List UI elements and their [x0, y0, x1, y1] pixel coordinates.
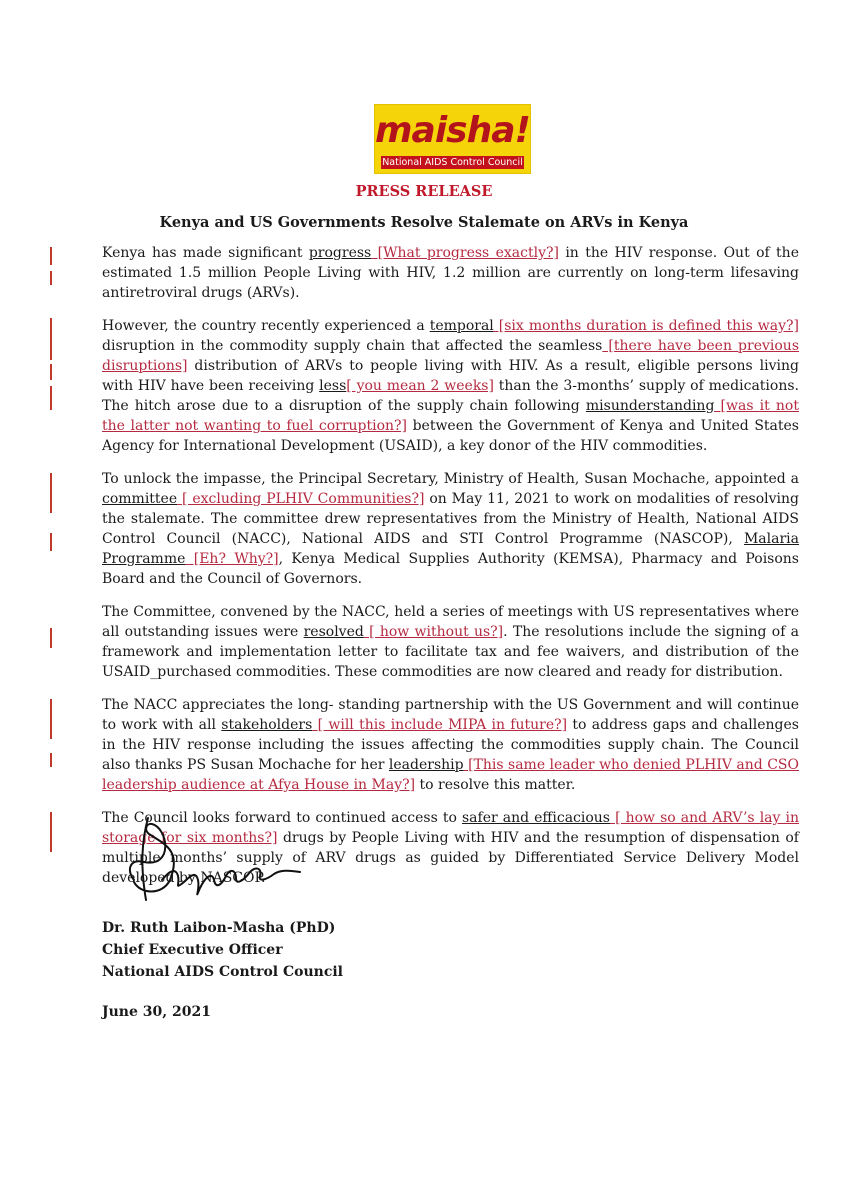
underlined-text: less — [319, 378, 347, 394]
underlined-text: Malaria Programme — [102, 531, 799, 567]
inline-comment: [six months duration is defined this way?] — [493, 318, 799, 334]
underlined-text: resolved — [303, 624, 364, 640]
text-run: standing partnership with the US Government and will continue to work with all — [102, 697, 800, 733]
document-body — [102, 243, 799, 901]
text-run: on May 11, 2021 to work on modalities of resolving the stalemate. The committee drew representatives from the Ministry of Health, National AIDS Control Council (NACC), National AIDS and STI Control Programme (NASCOP), — [102, 491, 799, 547]
comment-marker-bar — [50, 628, 52, 648]
paragraph-5 — [102, 695, 799, 795]
paragraph-1 — [102, 243, 799, 303]
logo-word: maisha! — [375, 110, 530, 151]
inline-comment: [Eh? Why?] — [185, 551, 279, 567]
comment-marker-bar — [50, 812, 52, 852]
comment-marker-bar — [50, 753, 52, 767]
underlined-text: stakeholders — [221, 717, 313, 733]
inline-comment: [ you mean 2 weeks] — [346, 378, 494, 394]
text-run: than the 3-months’ supply of medications. The hitch arose due to a disruption of the supply chain following — [102, 378, 799, 414]
paragraph-3 — [102, 469, 799, 589]
underlined-text: temporal — [429, 318, 494, 334]
underlined-text: progress — [308, 245, 372, 261]
text-run: Kenya has made significant — [102, 245, 309, 261]
inline-comment: [there have been previous disruptions] — [102, 338, 800, 374]
text-run: , Kenya Medical Supplies Authority (KEMSA), Pharmacy and Poisons Board and the Council of Governors. — [102, 551, 799, 587]
maisha-logo — [374, 104, 531, 174]
headline: Kenya and US Governments Resolve Stalemate on ARVs in Kenya — [159, 214, 689, 231]
comment-marker-bar — [50, 699, 52, 739]
inline-comment: [ excluding PLHIV Communities?] — [177, 491, 425, 507]
handwritten-signature — [104, 810, 314, 910]
comment-marker-bar — [50, 318, 52, 360]
text-run: disruption in the commodity supply chain that affected the seamless — [102, 338, 603, 354]
underlined-text: misunderstanding — [585, 398, 715, 414]
text-run: in the HIV response. Out of the estimated 1.5 million People Living with HIV, 1.2 million are currently on long-term lifesaving antiretroviral drugs (ARVs). — [102, 245, 799, 301]
inline-comment: [ how without us?] — [363, 624, 504, 640]
text-run: The Committee, convened by the NACC, held a series of meetings with US representatives where all outstanding issues were — [102, 604, 799, 640]
comment-marker-bar — [50, 473, 52, 513]
inline-comment: [ will this include MIPA in future?] — [312, 717, 568, 733]
paragraph-4 — [102, 602, 799, 682]
text-run: The NACC appreciates the long- — [102, 697, 334, 713]
inline-comment: [was it not the latter not wanting to fuel corruption?] — [102, 398, 799, 434]
text-run: to resolve this matter. — [415, 777, 576, 793]
signer-title: Chief Executive Officer — [102, 942, 283, 958]
text-run: drugs by People Living with HIV and the resumption of dispensation of multiple months’ supply of ARV drugs as guided by Differentiated Service Delivery Model developed by NASCOP. — [102, 830, 799, 886]
logo-tagline: National AIDS Control Council — [382, 157, 523, 168]
inline-comment: [What progress exactly?] — [371, 245, 559, 261]
text-run: However, the country recently experienced a — [102, 318, 430, 334]
text-run: . The resolutions include the signing of a framework and implementation letter to facilitate tax and fee waivers, and distribution of the USAID_purchased commodities. These commodities are now cleared and ready for distribution. — [102, 624, 799, 680]
press-release-label: PRESS RELEASE — [355, 183, 493, 200]
text-run: to address gaps and challenges in the HIV response including the issues affecting the commodities supply chain. The Council also thanks PS Susan Mochache for her — [102, 717, 799, 773]
comment-marker-bar — [50, 247, 52, 265]
signer-block — [102, 917, 343, 983]
signer-name: Dr. Ruth Laibon-Masha (PhD) — [102, 920, 336, 936]
comment-marker-bar — [50, 386, 52, 410]
inline-comment: [ how so and ARV’s lay in storage for six months?] — [102, 810, 799, 846]
underlined-text: safer and efficacious — [461, 810, 610, 826]
text-run: distribution of ARVs to people living with HIV. As a result, eligible persons living with HIV have been receiving — [102, 358, 799, 394]
underlined-text: leadership — [388, 757, 464, 773]
text-run: The Council looks forward to continued access to — [102, 810, 462, 826]
text-run: between the Government of Kenya and United States Agency for International Development (USAID), a key donor of the HIV commodities. — [102, 418, 799, 454]
text-run: To unlock the impasse, the Principal Secretary, Ministry of Health, Susan Mochache, appointed a — [102, 471, 799, 487]
comment-marker-bar — [50, 271, 52, 285]
release-date: June 30, 2021 — [102, 1004, 211, 1020]
paragraph-2 — [102, 316, 799, 456]
signer-organization: National AIDS Control Council — [102, 964, 344, 980]
inline-comment: [This same leader who denied PLHIV and CSO leadership audience at Afya House in May?] — [102, 757, 799, 793]
comment-marker-bar — [50, 364, 52, 380]
underlined-text: committee — [102, 491, 178, 507]
comment-marker-bar — [50, 533, 52, 551]
